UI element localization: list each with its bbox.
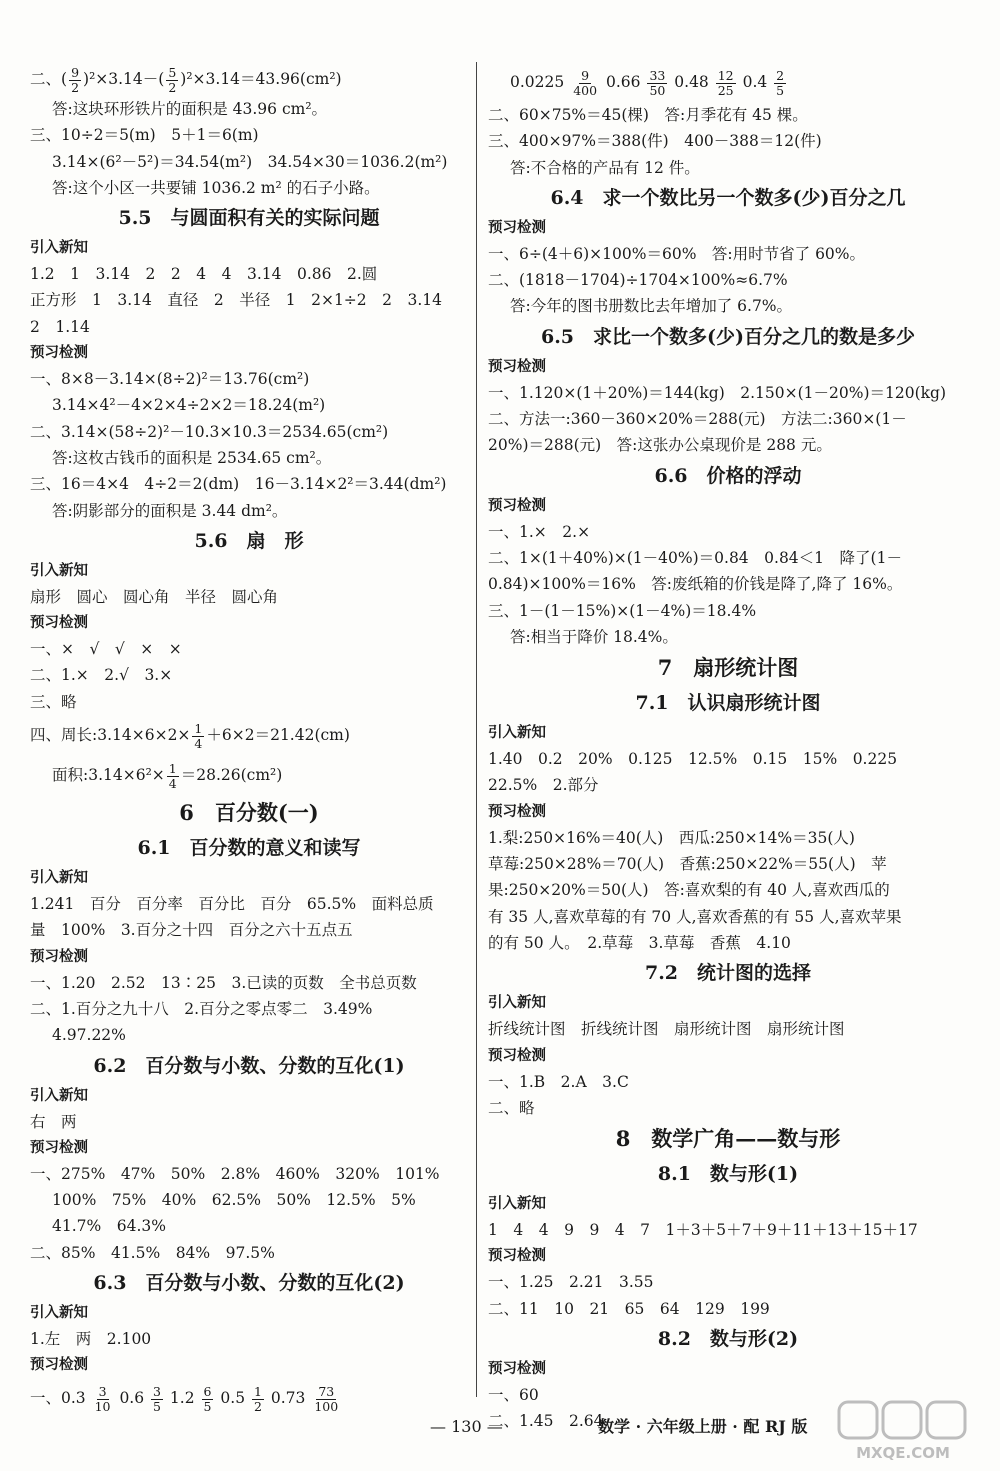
answer-line: 一、1.20 2.52 13∶25 3.已读的页数 全书总页数 [30,973,417,992]
fraction: $\frac{1}{4}$ [168,760,177,791]
answer-line: 二、1.45 2.64 [488,1412,604,1431]
subsection-label: 预习检测 [488,1248,546,1265]
answer-line: 一、1.× 2.× [488,522,591,541]
book-title: 数学 · 六年级上册 · 配 RJ 版 [598,1417,808,1436]
section-heading: 7.2 统计图的选择 [644,962,812,985]
answer-line: 一、× √ √ × × [30,640,182,659]
answer-line: 0.0225 $\frac{9}{400}$ 0.66 $\frac{33}{50}$ 0.48 $\frac{12}{25}$ 0.4 $\frac{2}{5}$ [510,67,785,98]
chapter-heading: 8 数学广角——数与形 [615,1126,841,1152]
answer-line: 一、60 [488,1386,539,1405]
fraction: $\frac{73}{100}$ [314,1383,339,1414]
subsection-label: 预习检测 [488,497,546,514]
answer-line: 一、275% 47% 50% 2.8% 460% 320% 101% [30,1164,440,1183]
section-heading: 7.1 认识扇形统计图 [635,692,821,715]
answer-line: 二、1×(1＋40%)×(1－40%)＝0.84 0.84＜1 降了(1－ [488,548,902,567]
watermark-logo [835,1398,985,1464]
answer-line: 四、周长:3.14×6×2× $\frac{1}{4}$ ＋6×2＝21.42(cm) [30,720,350,751]
answer-line: 答:这块环形铁片的面积是 43.96 cm²。 [52,100,328,118]
section-heading: 5.6 扇 形 [194,529,304,552]
answer-line: 22.5% 2.部分 [488,776,599,795]
answer-line: 二、1.× 2.√ 3.× [30,666,173,685]
answer-line: 二、方法一:360－360×20%＝288(元) 方法二:360×(1－ [488,410,907,429]
subsection-label: 预习检测 [30,1139,88,1156]
fraction: $\frac{3}{5}$ [153,1383,161,1414]
subsection-label: 预习检测 [488,358,546,375]
left-column [30,62,468,1418]
answer-line: 答:这个小区一共要铺 1036.2 m² 的石子小路。 [52,178,380,197]
answer-line: 答:不合格的产品有 12 件。 [510,158,700,177]
answer-line: 二、3.14×(58÷2)²－10.3×10.3＝2534.65(cm²) [30,422,389,441]
fraction: $\frac{9}{2}$ [71,64,80,95]
subsection-label: 引入新知 [30,240,88,257]
answer-line: 0.84)×100%＝16% 答:废纸箱的价钱是降了,降了 16%。 [488,575,903,594]
answer-line: 100% 75% 40% 62.5% 50% 12.5% 5% [52,1191,416,1210]
subsection-label: 引入新知 [30,870,88,887]
answer-line: 20%)＝288(元) 答:这张办公桌现价是 288 元。 [488,436,832,455]
fraction: $\frac{6}{5}$ [203,1383,212,1414]
answer-line: 果:250×20%＝50(人) 答:喜欢梨的有 40 人,喜欢西瓜的 [488,881,890,900]
answer-line: 4.97.22% [52,1026,126,1045]
section-heading: 6.3 百分数与小数、分数的互化(2) [93,1272,405,1295]
subsection-label: 引入新知 [30,1305,88,1322]
fraction: $\frac{1}{2}$ [254,1383,262,1414]
answer-line: 1.241 百分 百分率 百分比 百分 65.5% 面料总质 [30,895,434,914]
answer-line: 三、16＝4×4 4÷2＝2(dm) 16－3.14×2²＝3.44(dm²) [30,475,447,494]
answer-line: 3.14×4²－4×2×4÷2×2＝18.24(m²) [52,396,326,415]
subsection-label: 预习检测 [30,345,88,362]
answer-line: 二、85% 41.5% 84% 97.5% [30,1243,275,1262]
section-heading: 8.1 数与形(1) [657,1163,799,1186]
section-heading: 6.6 价格的浮动 [654,464,802,487]
subsection-label: 引入新知 [488,725,546,742]
fraction: $\frac{1}{4}$ [194,720,203,751]
answer-line: 扇形 圆心 圆心角 半径 圆心角 [30,587,279,606]
answer-line: 三、略 [30,692,77,711]
answer-line: 面积:3.14×6²× $\frac{1}{4}$ ＝28.26(cm²) [52,760,283,791]
subsection-label: 预习检测 [488,1361,546,1378]
answer-line: 答:这枚古钱币的面积是 2534.65 cm²。 [52,448,332,467]
section-heading: 6.4 求一个数比另一个数多(少)百分之几 [550,186,906,209]
answer-line: 1.左 两 2.100 [30,1330,152,1349]
answer-line: 1.2 1 3.14 2 2 4 4 3.14 0.86 2.圆 [30,265,378,284]
answer-line: 答:相当于降价 18.4%。 [510,627,678,646]
section-heading: 6.2 百分数与小数、分数的互化(1) [93,1054,405,1077]
subsection-label: 引入新知 [30,562,88,579]
answer-line: 三、1－(1－15%)×(1－4%)＝18.4% [488,601,757,620]
answer-line: 答:阴影部分的面积是 3.44 dm²。 [52,501,288,520]
chapter-heading: 7 扇形统计图 [657,655,799,681]
answer-line: 草莓:250×28%＝70(人) 香蕉:250×22%＝55(人) 苹 [488,855,887,874]
answer-line: 右 两 [30,1112,77,1131]
answer-line: 一、8×8－3.14×(8÷2)²＝13.76(cm²) [30,370,310,389]
answer-line: 有 35 人,喜欢草莓的有 70 人,喜欢香蕉的有 55 人,喜欢苹果 [488,907,902,926]
answer-line: 二、1.百分之九十八 2.百分之零点零二 3.49% [30,999,373,1018]
answer-line: 二、(1818－1704)÷1704×100%≈6.7% [488,271,788,290]
chapter-heading: 6 百分数(一) [179,800,319,826]
answer-line: 答:今年的图书册数比去年增加了 6.7%。 [510,297,793,316]
answer-line: 三、10÷2＝5(m) 5＋1＝6(m) [30,126,259,145]
fraction: $\frac{12}{25}$ [717,67,734,98]
answer-line: 三、400×97%＝388(件) 400－388＝12(件) [488,132,822,151]
answer-line: 2 1.14 [30,317,90,336]
subsection-label: 预习检测 [30,1357,88,1374]
answer-line: 1.梨:250×16%＝40(人) 西瓜:250×14%＝35(人) [488,828,855,847]
right-column [488,62,968,1435]
subsection-label: 预习检测 [488,219,546,236]
answer-line: 正方形 1 3.14 直径 2 半径 1 2×1÷2 2 3.14 [30,291,443,310]
subsection-label: 引入新知 [488,995,546,1012]
fraction: $\frac{5}{2}$ [168,64,177,95]
answer-line: 一、1.25 2.21 3.55 [488,1273,654,1292]
subsection-label: 预习检测 [30,948,88,965]
answer-line: 1 4 4 9 9 4 7 1＋3＋5＋7＋9＋11＋13＋15＋17 [488,1221,918,1240]
fraction: $\frac{33}{50}$ [649,67,666,98]
watermark-url: MXQE.COM [856,1444,950,1462]
column-divider [476,62,477,1397]
answer-line: 一、6÷(4＋6)×100%＝60% 答:用时节省了 60%。 [488,244,866,263]
answer-line: 折线统计图 折线统计图 扇形统计图 扇形统计图 [488,1020,845,1039]
section-heading: 6.1 百分数的意义和读写 [137,837,361,860]
section-heading: 6.5 求比一个数多(少)百分之几的数是多少 [540,325,916,348]
fraction: $\frac{3}{10}$ [94,1383,111,1414]
answer-line: 二、11 10 21 65 64 129 199 [488,1299,770,1318]
answer-line: 二、60×75%＝45(棵) 答:月季花有 45 棵。 [488,106,808,124]
subsection-label: 预习检测 [30,615,88,632]
subsection-label: 引入新知 [30,1087,88,1104]
answer-line: 1.40 0.2 20% 0.125 12.5% 0.15 15% 0.225 [488,750,898,769]
section-heading: 5.5 与圆面积有关的实际问题 [118,207,380,230]
answer-line: 一、1.120×(1＋20%)＝144(kg) 2.150×(1－20%)＝120(kg) [488,383,947,402]
subsection-label: 预习检测 [488,1047,546,1064]
answer-line: 一、1.B 2.A 3.C [488,1072,629,1091]
section-heading: 8.2 数与形(2) [657,1328,799,1351]
answer-line: 二、( $\frac{9}{2}$ )²×3.14－( $\frac{5}{2}$ )²×3.14＝43.96(cm²) [30,64,342,95]
answer-line: 41.7% 64.3% [52,1217,166,1236]
answer-line: 量 100% 3.百分之十四 百分之六十五点五 [30,921,353,940]
answer-line: 二、略 [488,1098,535,1117]
page-number: — 130 — [430,1417,503,1436]
subsection-label: 预习检测 [488,803,546,820]
answer-line: 3.14×(6²－5²)＝34.54(m²) 34.54×30＝1036.2(m²) [52,152,448,171]
fraction: $\frac{9}{400}$ [573,67,598,98]
answer-line: 的有 50 人。 2.草莓 3.草莓 香蕉 4.10 [488,933,791,952]
subsection-label: 引入新知 [488,1196,546,1213]
fraction: $\frac{2}{5}$ [776,67,785,98]
answer-line: 一、0.3 $\frac{3}{10}$ 0.6 $\frac{3}{5}$ 1.2 $\frac{6}{5}$ 0.5 $\frac{1}{2}$ 0.73 $\frac{73}{100}$ [30,1383,339,1414]
